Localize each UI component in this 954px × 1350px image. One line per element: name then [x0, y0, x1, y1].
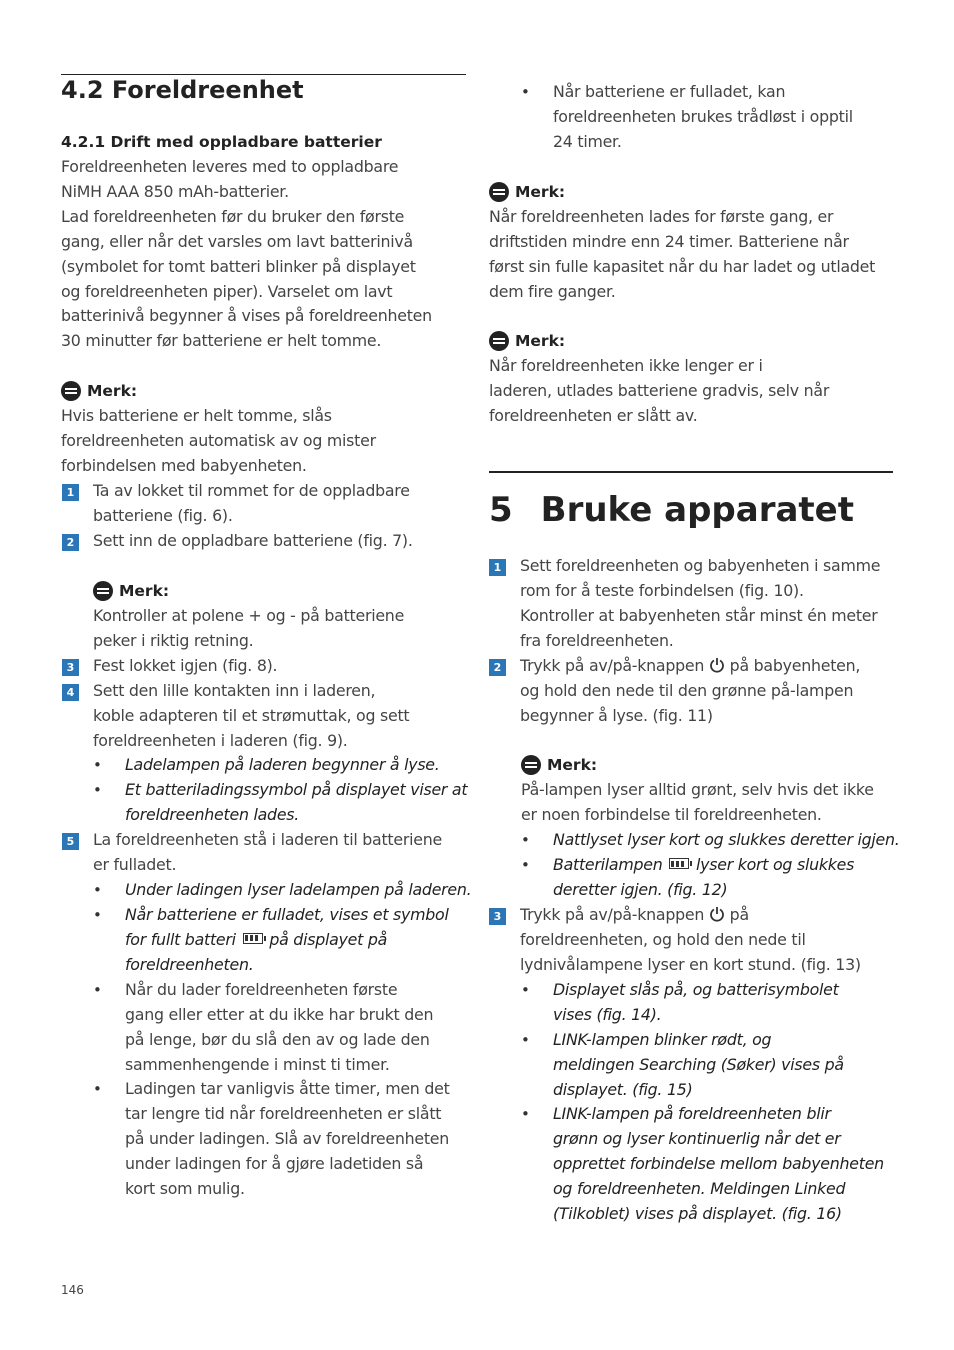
note-icon: [489, 331, 509, 351]
subsection-title: 4.2.1 Drift med oppladbare batterier: [61, 133, 382, 151]
battery-icon: [669, 858, 689, 869]
bullet-text: Ladingen tar vanligvis åtte timer, men det tar lengre tid når foreldreenheten er slått på under ladingen. Slå av foreldreenheten under ladingen for å gjøre ladetiden så kort som mulig.: [125, 1079, 450, 1198]
bullet-dot: •: [521, 981, 530, 999]
step-text: Trykk på av/på-knappen på babyenheten, og hold den nede til den grønne på-lampen begynner å lyse. (fig. 11): [520, 656, 861, 725]
bullet-text: Under ladingen lyser ladelampen på laderen.: [125, 880, 472, 899]
section-title: 4.2 Foreldreenhet: [61, 76, 304, 104]
note-heading: Merk:: [61, 381, 137, 401]
step-text: Sett inn de oppladbare batteriene (fig. 7).: [93, 531, 413, 550]
step-number: 3: [489, 908, 506, 925]
bullet-dot: •: [93, 981, 102, 999]
bullet-text: Batterilampen lyser kort og slukkes deretter igjen. (fig. 12): [553, 855, 855, 899]
bullet-dot: •: [93, 906, 102, 924]
bullet-text: Displayet slås på, og batterisymbolet vises (fig. 14).: [553, 980, 839, 1024]
battery-full-icon: [243, 933, 263, 944]
bullet-text: Når batteriene er fulladet, vises et symbol for fullt batteri på displayet på foreldreenheten.: [125, 905, 449, 974]
step-number: 1: [489, 559, 506, 576]
bullet-dot: •: [521, 1031, 530, 1049]
bullet-text: LINK-lampen blinker rødt, og meldingen Searching (Søker) vises på displayet. (fig. 15): [553, 1030, 844, 1099]
note-heading: Merk:: [93, 581, 169, 601]
note-icon: [93, 581, 113, 601]
bullet-dot: •: [93, 781, 102, 799]
step-number: 2: [62, 534, 79, 551]
bullet-text: LINK-lampen på foreldreenheten blir grønn og lyser kontinuerlig når det er opprettet forbindelse mellom babyenheten og foreldreenheten. Meldingen Linked (Tilkoblet) vises på displayet. (fig. 16): [553, 1104, 884, 1223]
note-icon: [61, 381, 81, 401]
note-icon: [521, 755, 541, 775]
note-text: Når foreldreenheten ikke lenger er i laderen, utlades batteriene gradvis, selv når foreldreenheten er slått av.: [489, 356, 830, 425]
chapter-heading: 5 Bruke apparatet: [489, 490, 854, 530]
bullet-dot: •: [521, 83, 530, 101]
bullet-dot: •: [93, 881, 102, 899]
power-icon: [709, 906, 725, 922]
step-text: Sett foreldreenheten og babyenheten i samme rom for å teste forbindelsen (fig. 10). Kontroller at babyenheten står minst én meter fra foreldreenheten.: [520, 556, 881, 650]
chapter-rule: [489, 471, 893, 473]
step-number: 2: [489, 659, 506, 676]
bullet-dot: •: [521, 856, 530, 874]
step-number: 3: [62, 659, 79, 676]
step-text: Ta av lokket til rommet for de oppladbare batteriene (fig. 6).: [93, 481, 410, 525]
note-heading: Merk:: [489, 331, 565, 351]
note-heading: Merk:: [489, 182, 565, 202]
bullet-text: Når batteriene er fulladet, kan foreldreenheten brukes trådløst i opptil 24 timer.: [553, 82, 853, 151]
step-text: Sett den lille kontakten inn i laderen, koble adapteren til et strømuttak, og sett foreldreenheten i laderen (fig. 9).: [93, 681, 410, 750]
bullet-dot: •: [521, 831, 530, 849]
note-text: På-lampen lyser alltid grønt, selv hvis det ikke er noen forbindelse til foreldreenheten.: [521, 780, 874, 824]
section-rule-left: [61, 74, 466, 75]
bullet-text: Når du lader foreldreenheten første gang eller etter at du ikke har brukt den på lenge, bør du slå den av og lade den sammenhengende i minst ti timer.: [125, 980, 434, 1074]
step-number: 4: [62, 684, 79, 701]
note-icon: [489, 182, 509, 202]
page-number: 146: [61, 1283, 84, 1297]
step-number: 1: [62, 484, 79, 501]
bullet-dot: •: [93, 756, 102, 774]
bullet-text: Et batteriladingssymbol på displayet viser at foreldreenheten lades.: [125, 780, 468, 824]
note-text: Når foreldreenheten lades for første gang, er driftstiden mindre enn 24 timer. Batteriene når først sin fulle kapasitet når du har ladet og utladet dem fire ganger.: [489, 207, 876, 301]
bullet-dot: •: [93, 1080, 102, 1098]
note-text: Kontroller at polene + og - på batteriene peker i riktig retning.: [93, 606, 405, 650]
bullet-text: Ladelampen på laderen begynner å lyse.: [125, 755, 440, 774]
step-text: Trykk på av/på-knappen på foreldreenheten, og hold den nede til lydnivålampene lyser en kort stund. (fig. 13): [520, 905, 861, 974]
note-heading: Merk:: [521, 755, 597, 775]
note-text: Hvis batteriene er helt tomme, slås foreldreenheten automatisk av og mister forbindelsen med babyenheten.: [61, 406, 376, 475]
step-text: La foreldreenheten stå i laderen til batteriene er fulladet.: [93, 830, 442, 874]
intro-paragraph: Foreldreenheten leveres med to oppladbare NiMH AAA 850 mAh-batterier. Lad foreldreenheten før du bruker den første gang, eller når det varsles om lavt batterinivå (symbolet for tomt batteri blinker på displayet og foreldreenheten piper). Varselet om lavt batterinivå begynner å vises på foreldreenheten 30 minutter før batteriene er helt tomme.: [61, 157, 432, 351]
power-icon: [709, 657, 725, 673]
step-number: 5: [62, 833, 79, 850]
step-text: Fest lokket igjen (fig. 8).: [93, 656, 278, 675]
bullet-dot: •: [521, 1105, 530, 1123]
bullet-text: Nattlyset lyser kort og slukkes deretter igjen.: [553, 830, 900, 849]
